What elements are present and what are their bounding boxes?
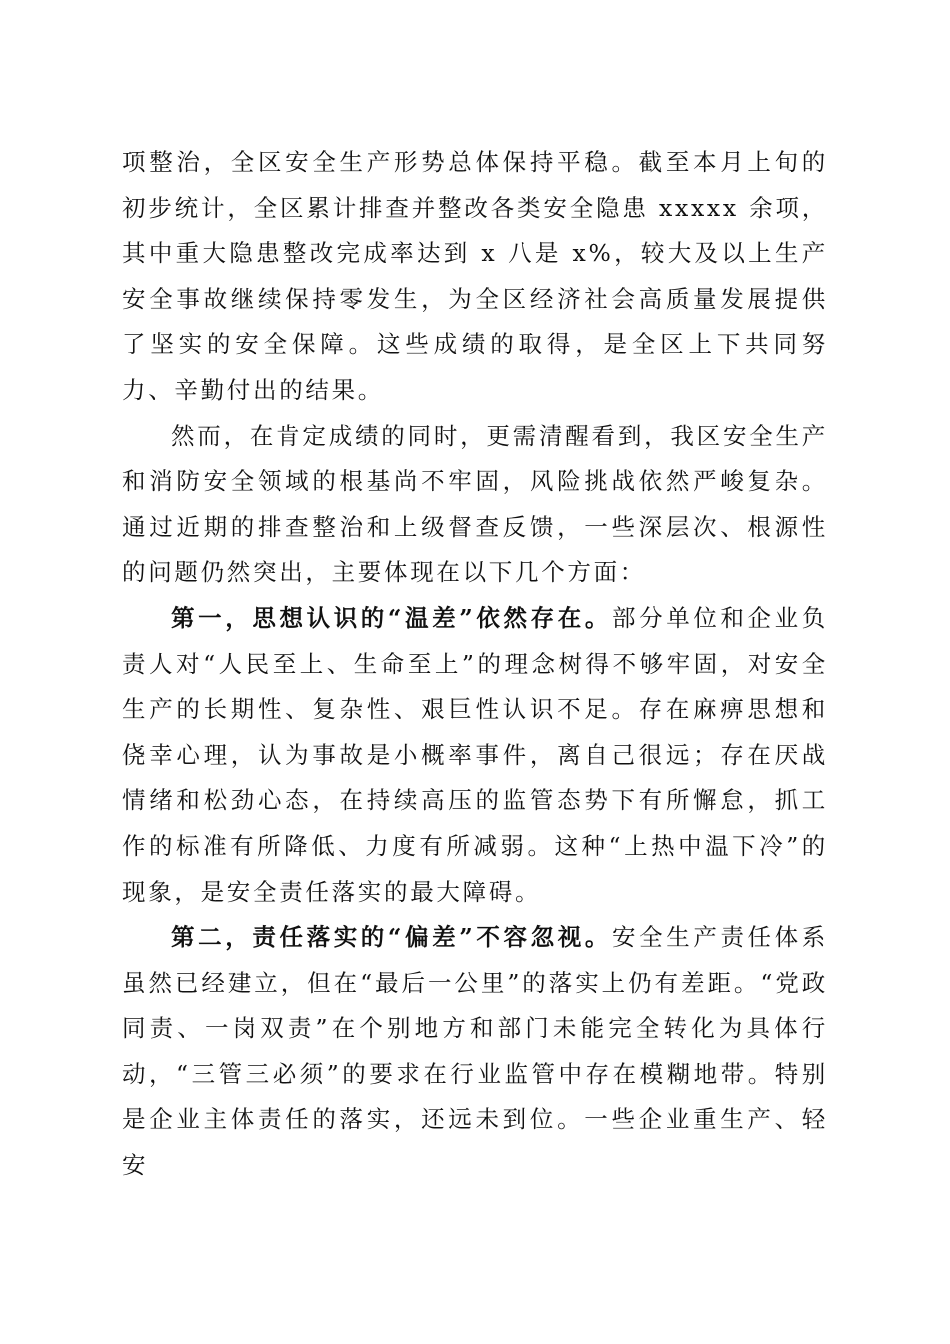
paragraph-heading: 第二，责任落实的“偏差”不容忽视。 bbox=[171, 923, 612, 952]
paragraph-text: 然而，在肯定成绩的同时，更需清醒看到，我区安全生产和消防安全领域的根基尚不牢固，风险挑战依然严峻复杂。通过近期的排查整治和上级督查反馈，一些深层次、根源性的问题仍然突出，主要体现在以下几个方面： bbox=[122, 421, 828, 587]
paragraph-however bbox=[122, 414, 828, 596]
paragraph-text: 项整治，全区安全生产形势总体保持平稳。截至本月上旬的初步统计，全区累计排查并整改各类安全隐患 xxxxx 余项，其中重大隐患整改完成率达到 x 八是 x%，较大及以上生产安全事故继续保持零发生，为全区经济社会高质量发展提供了坚实的安全保障。这些成绩的取得，是全区上下共同努力、辛勤付出的结果。 bbox=[122, 148, 828, 404]
paragraph-point-one bbox=[122, 596, 828, 915]
paragraph-point-two bbox=[122, 915, 828, 1189]
paragraph-text: 部分单位和企业负责人对“人民至上、生命至上”的理念树得不够牢固，对安全生产的长期性、复杂性、艰巨性认识不足。存在麻痹思想和侥幸心理，认为事故是小概率事件，离自己很远；存在厌战情绪和松劲心态，在持续高压的监管态势下有所懈怠，抓工作的标准有所降低、力度有所减弱。这种“上热中温下冷”的现象，是安全责任落实的最大障碍。 bbox=[122, 603, 828, 906]
document-body bbox=[122, 140, 828, 1189]
paragraph-text: 安全生产责任体系虽然已经建立，但在“最后一公里”的落实上仍有差距。“党政同责、一岗双责”在个别地方和部门未能完全转化为具体行动，“三管三必须”的要求在行业监管中存在模糊地带。特别是企业主体责任的落实，还远未到位。一些企业重生产、轻安 bbox=[122, 923, 828, 1180]
paragraph-intro-continued bbox=[122, 140, 828, 414]
paragraph-heading: 第一，思想认识的“温差”依然存在。 bbox=[171, 603, 612, 632]
